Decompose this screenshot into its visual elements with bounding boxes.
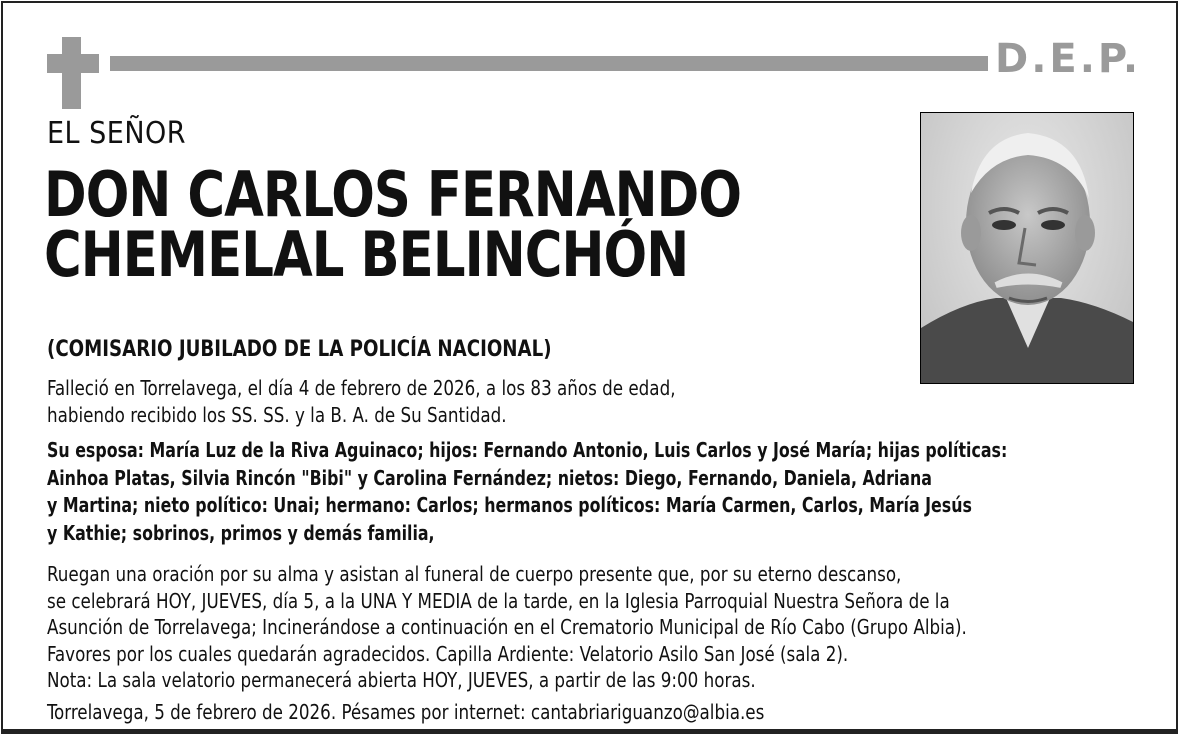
- family-line: y Kathie; sobrinos, primos y demás familia,: [47, 520, 435, 545]
- dep-heading: D.E.P.: [995, 36, 1142, 82]
- cross-icon: [62, 37, 81, 109]
- death-notice-line: Falleció en Torrelavega, el día 4 de febrero de 2026, a los 83 años de edad,: [47, 376, 676, 400]
- family-line: Su esposa: María Luz de la Riva Aguinaco; hijos: Fernando Antonio, Luis Carlos y José María; hijas políticas:: [47, 438, 1008, 462]
- header-rule: [110, 56, 988, 71]
- funeral-line: Asunción de Torrelavega; Incinerándose a continuación en el Crematorio Municipal de Río Cabo (Grupo Albia).: [47, 615, 967, 639]
- name-line-1: DON CARLOS FERNANDO: [44, 158, 742, 231]
- death-notice-line: habiendo recibido los SS. SS. y la B. A. de Su Santidad.: [47, 402, 507, 427]
- salutation: EL SEÑOR: [47, 116, 187, 151]
- funeral-paragraph: [47, 561, 967, 694]
- deceased-position: (COMISARIO JUBILADO DE LA POLICÍA NACIONAL): [47, 337, 552, 362]
- family-paragraph: [47, 437, 1007, 547]
- cross-icon-bar: [47, 54, 99, 73]
- death-notice-paragraph: [47, 375, 676, 428]
- name-line-2: CHEMELAL BELINCHÓN: [44, 218, 689, 291]
- portrait-figure: [921, 113, 1134, 384]
- funeral-line: Favores por los cuales quedarán agradecidos. Capilla Ardiente: Velatorio Asilo San José (sala 2).: [47, 641, 849, 666]
- family-line: Ainhoa Platas, Silvia Rincón "Bibi" y Carolina Fernández; nietos: Diego, Fernando, Daniela, Adriana: [47, 465, 932, 490]
- funeral-line: Nota: La sala velatorio permanecerá abierta HOY, JUEVES, a partir de las 9:00 horas.: [47, 668, 756, 692]
- deceased-name: [44, 158, 742, 291]
- footer-line: Torrelavega, 5 de febrero de 2026. Pésames por internet: cantabriariguanzo@albia.es: [47, 700, 765, 724]
- portrait-photo: [920, 112, 1134, 384]
- family-line: y Martina; nieto político: Unai; hermano: Carlos; hermanos políticos: María Carmen, Carlos, María Jesús: [47, 493, 972, 517]
- funeral-line: Ruegan una oración por su alma y asistan al funeral de cuerpo presente que, por su eterno descanso,: [47, 562, 902, 586]
- funeral-line: se celebrará HOY, JUEVES, día 5, a la UNA Y MEDIA de la tarde, en la Iglesia Parroquial Nuestra Señora de la: [47, 588, 950, 613]
